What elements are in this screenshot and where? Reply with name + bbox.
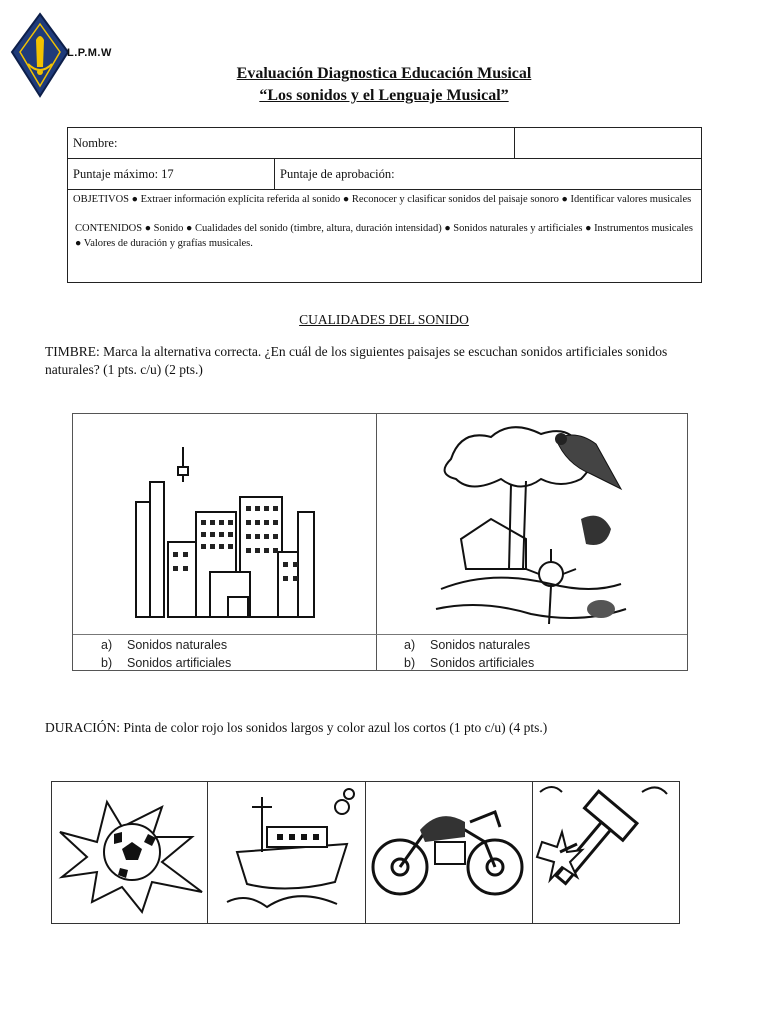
duracion-images — [51, 781, 680, 924]
city-skyline-image — [128, 442, 318, 622]
puntaje-aprobacion: Puntaje de aprobación: — [275, 159, 702, 190]
soccer-ball-impact-image — [52, 782, 207, 923]
hammer-nail-image — [532, 782, 679, 923]
objetivos-text: OBJETIVOS ● Extraer información explícita referida al sonido ● Reconocer y clasificar sonidos del paisaje sonoro ● Identificar valores musicales — [73, 194, 692, 205]
contenidos-text: CONTENIDOS ● Sonido ● Cualidades del sonido (timbre, altura, duración intensidad) ● Sonidos naturales y artificiales ● Instrumentos musicales ● Valores de duración y grafías musicales. — [75, 223, 693, 249]
panel-2-option-b[interactable]: b) Sonidos artificiales — [404, 656, 535, 670]
steam-boat-cell[interactable] — [207, 782, 366, 923]
timbre-panels — [72, 413, 688, 671]
page-subtitle: “Los sonidos y el Lenguaje Musical” — [259, 87, 509, 104]
hammer-nail-cell[interactable] — [532, 782, 679, 923]
nombre-label: Nombre: — [68, 128, 515, 159]
soccer-ball-cell[interactable] — [52, 782, 208, 923]
steam-boat-image — [207, 782, 365, 923]
nature-landscape-image — [431, 419, 631, 629]
timbre-question: TIMBRE: Marca la alternativa correcta. ¿En cuál de los siguientes paisajes se escuchan sonidos artificiales sonidos naturales? (1 pts. c/u) (2 pts.) — [45, 344, 668, 377]
motorcycle-cell[interactable] — [365, 782, 533, 923]
school-name: L.P.M.W — [67, 47, 112, 59]
puntaje-maximo: Puntaje máximo: 17 — [68, 159, 275, 190]
nombre-extra-cell[interactable] — [515, 128, 702, 159]
motorcycle-image — [365, 782, 532, 923]
school-crest-logo — [10, 12, 70, 98]
panel-1-option-b[interactable]: b) Sonidos artificiales — [101, 656, 232, 670]
student-info-table — [67, 127, 702, 283]
panel-1-options — [101, 636, 231, 672]
page-title: Evaluación Diagnostica Educación Musical — [236, 65, 532, 82]
panel-2-options — [404, 636, 534, 672]
panel-2-option-a[interactable]: a) Sonidos naturales — [404, 638, 531, 652]
duracion-question: DURACIÓN: Pinta de color rojo los sonidos largos y color azul los cortos (1 pto c/u) (4 pts.) — [45, 720, 548, 735]
panel-1-option-a[interactable]: a) Sonidos naturales — [101, 638, 228, 652]
section-title: CUALIDADES DEL SONIDO — [299, 312, 469, 327]
